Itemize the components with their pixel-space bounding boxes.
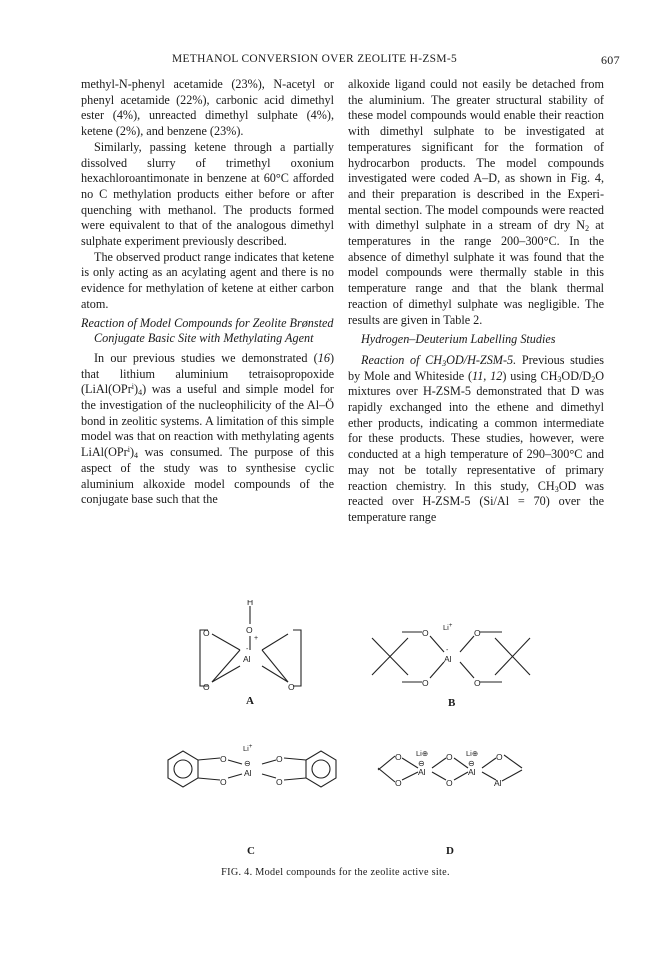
paragraph: The observed product range indicates that ketene is only acting as an acylating agent and there is no evidence for methylation of ketene at either carbon atom.	[81, 249, 334, 311]
structure-a	[200, 606, 301, 686]
svg-text:Al: Al	[468, 767, 476, 777]
svg-text:H: H	[247, 600, 254, 607]
svg-text:O: O	[395, 778, 402, 788]
svg-text:Al: Al	[418, 767, 426, 777]
paragraph: methyl-N-phenyl acetamide (23%), N-acetyl or phenyl acetamide (22%), carbonic acid dimethyl ester (4%), unreacted dimethyl sulphate (4%), ketene (2%), and benzene (23%).	[81, 77, 334, 139]
svg-text:O: O	[446, 778, 453, 788]
section-heading: Reaction of Model Compounds for Zeolite Brønsted Conjugate Basic Site with Methylating Agent	[81, 315, 334, 346]
svg-text:O: O	[220, 754, 227, 764]
svg-text:Al: Al	[243, 654, 251, 664]
structure-c	[168, 751, 336, 787]
svg-text:Li+: Li+	[443, 623, 453, 632]
run-in-heading: Reaction of $CH_3OD/H-ZSM-5$.	[361, 352, 517, 368]
running-title: METHANOL CONVERSION OVER ZEOLITE H-ZSM-5	[172, 53, 458, 65]
svg-text:Li⊕: Li⊕	[466, 749, 479, 758]
structure-label-b: B	[448, 697, 456, 709]
figure-caption: FIG. 4. Model compounds for the zeolite active site.	[221, 867, 450, 878]
svg-text:O: O	[496, 752, 503, 762]
subsection-heading: Hydrogen–Deuterium Labelling Studies	[361, 332, 556, 347]
paragraph: In our previous studies we demonstrated (16) that lithium aluminium tetraisopropoxide $(LiAl(OPr^i)_4)$ was a useful and simple model for the investigation of the nucleophilicity of the Al–Ö bond in zeolitic systems. A limitation of this simple model was that on reaction with methylating agents $LiAl(OPr^i)_4$ was consumed. The purpose of this aspect of the study was to synthesise cyclic aluminium alkoxide model compounds of the conjugate base such that the	[81, 350, 334, 507]
svg-text:Li+: Li+	[243, 744, 253, 753]
right-column	[348, 77, 604, 526]
citation[interactable]: 16	[317, 350, 330, 365]
paragraph: Reaction of $CH_3OD/H-ZSM-5$. Previous studies by Mole and Whiteside (11, 12) using $CH_3OD/D_2O$ mixtures over H-ZSM-5 demonstrated that D was rapidly exchanged into the ethene and dimethyl ether products, indicating a common intermediate for these products. These studies, however, were conducted at a high temperature of 290–300°C and may not be totally representative of primary reaction chemistry. In this study, $CH_3OD$ was reacted over H-ZSM-5 (Si/Al = 70) over the temperature range	[348, 352, 605, 524]
svg-text:O: O	[395, 752, 402, 762]
svg-text:O: O	[422, 628, 429, 638]
left-column	[81, 77, 334, 508]
svg-text:O: O	[246, 625, 253, 635]
svg-text:Al: Al	[444, 654, 452, 664]
svg-text:-: -	[446, 647, 449, 654]
svg-text:Li⊕: Li⊕	[416, 749, 429, 758]
structure-diagrams	[150, 600, 550, 870]
svg-text:+: +	[254, 635, 259, 642]
structure-label-c: C	[247, 845, 255, 857]
citation[interactable]: 11, 12	[472, 368, 503, 383]
svg-text:-: -	[246, 646, 249, 653]
svg-text:O: O	[474, 628, 481, 638]
svg-text:O: O	[474, 678, 481, 688]
page-number: 607	[600, 53, 620, 67]
svg-text:O: O	[220, 777, 227, 787]
svg-text:⊖: ⊖	[244, 759, 251, 768]
svg-text:O: O	[203, 682, 210, 692]
svg-text:O: O	[446, 752, 453, 762]
paragraph: alkoxide ligand could not easily be detached from the aluminium. The greater structural stability of these model compounds would enable their reaction with dimethyl sulphate to be investigated at temperatures significant for the formation of hydrocarbon products. The model compounds investigated were coded A–D, as shown in Fig. 4, and their preparation is described in the Experimental section. The model compounds were reacted with dimethyl sulphate in a stream of dry $N_2$ at temperatures in the range 200–300°C. In the absence of dimethyl sulphate it was found that the model compounds were thermally stable in this temperature range and that the blank thermal reaction of dimethyl sulphate was negligible. The results are given in Table 2.	[348, 77, 605, 327]
svg-text:O: O	[276, 777, 283, 787]
svg-text:O: O	[276, 754, 283, 764]
svg-text:⊖: ⊖	[468, 759, 475, 768]
svg-text:Al: Al	[244, 768, 252, 778]
structure-label-a: A	[246, 695, 254, 707]
svg-text:Al: Al	[494, 778, 502, 788]
svg-text:⊖: ⊖	[418, 759, 425, 768]
svg-text:O: O	[422, 678, 429, 688]
svg-text:O: O	[288, 682, 295, 692]
paragraph: Similarly, passing ketene through a partially dissolved slurry of trimethyl oxonium hexachloroantimonate in benzene at 60°C afforded no C methylation products either before or after quenching with methanol. The products formed were equivalent to that of the analogous dimethyl sulphate experiment previously described.	[81, 139, 334, 249]
figure-4	[150, 600, 550, 870]
svg-text:O: O	[203, 628, 210, 638]
structure-label-d: D	[446, 845, 454, 857]
